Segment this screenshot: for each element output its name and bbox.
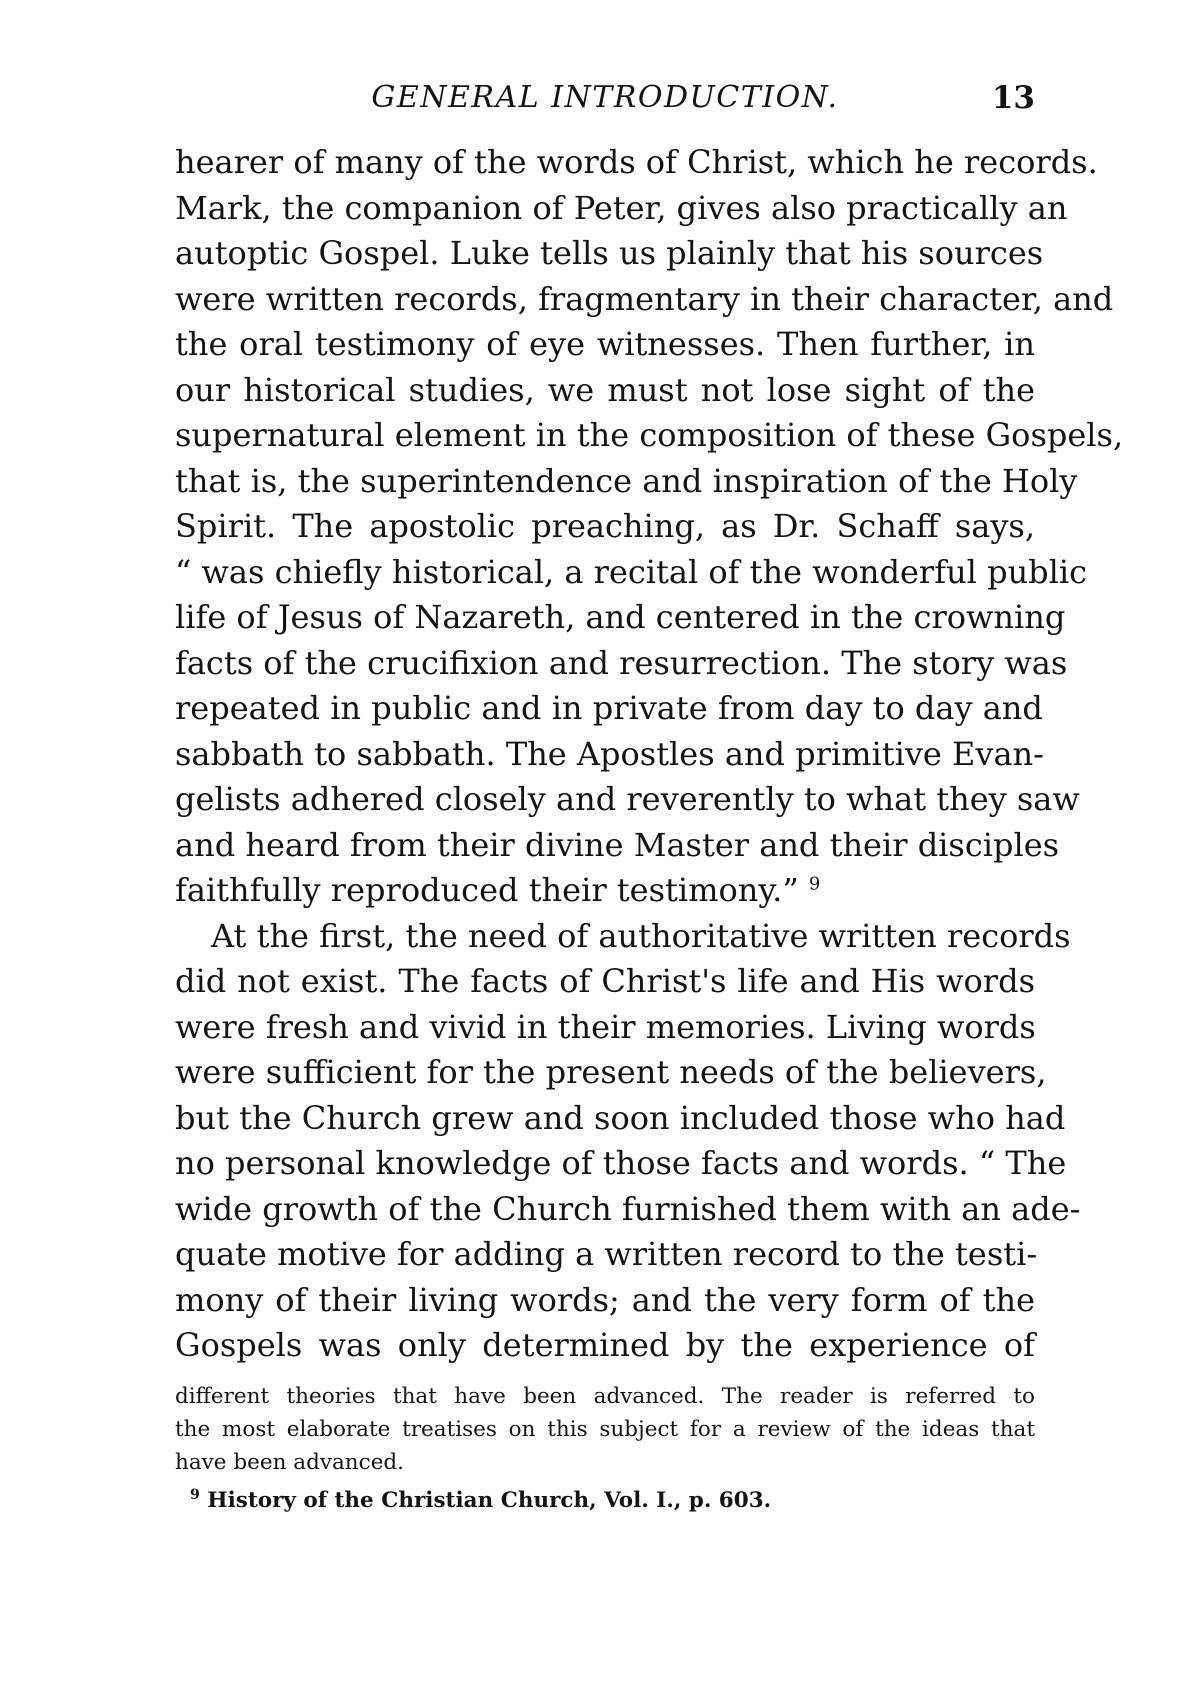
text-line: Mark, the companion of Peter, gives also practically an	[175, 188, 1068, 227]
text-line: “ was chiefly historical, a recital of the wonderful public	[175, 552, 1088, 591]
text-line-content: faithfully reproduced their testimony.”	[175, 871, 799, 909]
footnote-line: the most elaborate treatises on this subject for a review of the ideas that	[175, 1417, 1035, 1442]
text-line: the oral testimony of eye witnesses. Then further, in	[175, 325, 1035, 363]
footnote-line: different theories that have been advanced. The reader is referred to	[175, 1384, 1035, 1409]
body-text	[175, 140, 1124, 1369]
footnote-reference: 9	[808, 873, 821, 895]
paragraph-2	[175, 914, 1081, 1369]
running-head	[175, 76, 1035, 120]
text-line: were sufficient for the present needs of the believers,	[175, 1053, 1047, 1091]
text-line: Spirit. The apostolic preaching, as Dr. Schaff says,	[175, 507, 1035, 545]
text-line: quate motive for adding a written record to the testi-	[175, 1235, 1038, 1273]
paragraph-1	[175, 140, 1124, 914]
footnote-text: History of the Christian Church, Vol. I., p. 603.	[207, 1488, 772, 1514]
text-line: life of Jesus of Nazareth, and centered in the crowning	[175, 598, 1066, 636]
running-title: GENERAL INTRODUCTION.	[371, 80, 839, 115]
text-line: our historical studies, we must not lose sight of the	[175, 370, 1035, 409]
footnote-9	[175, 1479, 1035, 1517]
text-line: wide growth of the Church furnished them with an ade-	[175, 1189, 1081, 1228]
text-line: were written records, fragmentary in their character, and	[175, 279, 1114, 318]
footnote-marker: 9	[190, 1487, 200, 1503]
page-number: 13	[991, 80, 1035, 116]
text-line: and heard from their divine Master and their disciples	[175, 825, 1060, 864]
text-line: gelists adhered closely and reverently to what they saw	[175, 780, 1080, 818]
text-line: did not exist. The facts of Christ's life and His words	[175, 962, 1035, 1000]
footnotes	[175, 1380, 1035, 1517]
text-line: Gospels was only determined by the experience of	[175, 1326, 1035, 1364]
text-line-last	[175, 868, 1035, 914]
text-line: no personal knowledge of those facts and words. “ The	[175, 1144, 1067, 1182]
text-line: facts of the crucifixion and resurrection. The story was	[175, 643, 1068, 682]
text-line: hearer of many of the words of Christ, which he records.	[175, 143, 1098, 181]
text-line: repeated in public and in private from day to day and	[175, 689, 1043, 727]
text-line: were fresh and vivid in their memories. Living words	[175, 1007, 1036, 1046]
text-line: autoptic Gospel. Luke tells us plainly that his sources	[175, 234, 1044, 272]
text-line: sabbath to sabbath. The Apostles and primitive Evan-	[175, 734, 1044, 773]
text-line: that is, the superintendence and inspiration of the Holy	[175, 461, 1078, 500]
text-line: At the first, the need of authoritative written records	[211, 916, 1071, 955]
text-line: mony of their living words; and the very form of the	[175, 1280, 1035, 1319]
footnote-line: have been advanced.	[175, 1450, 405, 1475]
text-line: but the Church grew and soon included those who had	[175, 1098, 1066, 1137]
footnote-continued	[175, 1380, 1035, 1479]
text-line: supernatural element in the composition of these Gospels,	[175, 416, 1124, 454]
